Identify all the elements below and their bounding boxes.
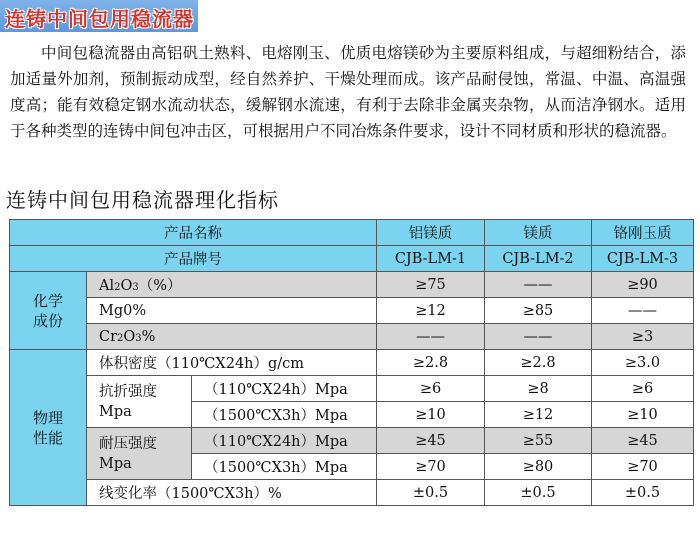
value-cell: ±0.5	[485, 480, 592, 506]
table-row-cr2o3	[10, 324, 694, 350]
table-row-mgo	[10, 298, 694, 324]
value-cell: ≥3.0	[592, 350, 694, 376]
value-cell: ≥10	[592, 402, 694, 428]
table-row-comp-110	[10, 428, 694, 454]
value-cell: ≥75	[377, 272, 485, 298]
value-cell: ≥6	[377, 376, 485, 402]
row-label-flexural: 抗折强度 Mpa	[87, 376, 192, 428]
value-cell: ±0.5	[592, 480, 694, 506]
header-row-grade	[10, 246, 694, 272]
value-cell: ≥6	[592, 376, 694, 402]
table-row-linear	[10, 480, 694, 506]
value-cell: ——	[485, 272, 592, 298]
value-cell: ≥3	[592, 324, 694, 350]
row-label-compressive: 耐压强度 Mpa	[87, 428, 192, 480]
value-cell: ——	[377, 324, 485, 350]
value-cell: ≥12	[485, 402, 592, 428]
category-chemical	[10, 272, 87, 350]
category-chemical-line1: 化学	[32, 291, 63, 310]
condition-label: （1500℃X3h）Mpa	[192, 454, 377, 480]
grade-cell: CJB-LM-1	[377, 246, 485, 272]
table-row-flex-110	[10, 376, 694, 402]
value-cell: ≥80	[485, 454, 592, 480]
spec-table	[9, 219, 694, 506]
column-header: 铬刚玉质	[592, 220, 694, 246]
header-row-product	[10, 220, 694, 246]
row-label-density: 体积密度（110℃X24h）g/cm	[87, 350, 377, 376]
grade-cell: CJB-LM-3	[592, 246, 694, 272]
condition-label: （110℃X24h）Mpa	[192, 376, 377, 402]
title-banner	[0, 0, 198, 32]
value-cell: ≥45	[377, 428, 485, 454]
value-cell: ≥70	[592, 454, 694, 480]
banner-title: 连铸中间包用稳流器	[5, 7, 194, 31]
value-cell: ≥70	[377, 454, 485, 480]
intro-text	[10, 40, 686, 144]
intro-paragraph: 中间包稳流器由高铝矾土熟料、电熔刚玉、优质电熔镁砂为主要原料组成，与超细粉结合，添加适量外加剂，预制振动成型，经自然养护、干燥处理而成。该产品耐侵蚀，常温、中温、高温强度高；能有效稳定钢水流动状态，缓解钢水流速，有利于去除非金属夹杂物，从而洁净钢水。适用于各种类型的连铸中间包冲击区，可根据用户不同冶炼条件要求，设计不同材质和形状的稳流器。	[10, 44, 686, 140]
table-row-density	[10, 350, 694, 376]
value-cell: ≥2.8	[377, 350, 485, 376]
value-cell: ≥90	[592, 272, 694, 298]
category-physical	[10, 350, 87, 506]
value-cell: ——	[485, 324, 592, 350]
condition-label: （110℃X24h）Mpa	[192, 428, 377, 454]
product-name-header: 产品名称	[10, 220, 377, 246]
value-cell: ≥55	[485, 428, 592, 454]
row-label-linear: 线变化率（1500℃X3h）%	[87, 480, 377, 506]
value-cell: ≥12	[377, 298, 485, 324]
condition-label: （1500℃X3h）Mpa	[192, 402, 377, 428]
table-row-al2o3	[10, 272, 694, 298]
category-chemical-line2: 成份	[32, 311, 63, 330]
grade-header: 产品牌号	[10, 246, 377, 272]
value-cell: ≥8	[485, 376, 592, 402]
row-label-al2o3: Al2O3（%）	[87, 272, 377, 298]
column-header: 镁质	[485, 220, 592, 246]
row-label-cr2o3: Cr2O3%	[87, 324, 377, 350]
category-physical-line2: 性能	[32, 428, 63, 447]
value-cell: ≥85	[485, 298, 592, 324]
value-cell: ≥45	[592, 428, 694, 454]
value-cell: ±0.5	[377, 480, 485, 506]
value-cell: ——	[592, 298, 694, 324]
table-title: 连铸中间包用稳流器理化指标	[6, 188, 279, 212]
column-header: 铝镁质	[377, 220, 485, 246]
grade-cell: CJB-LM-2	[485, 246, 592, 272]
value-cell: ≥2.8	[485, 350, 592, 376]
value-cell: ≥10	[377, 402, 485, 428]
row-label-mgo: Mg0%	[87, 298, 377, 324]
category-physical-line1: 物理	[32, 408, 63, 427]
